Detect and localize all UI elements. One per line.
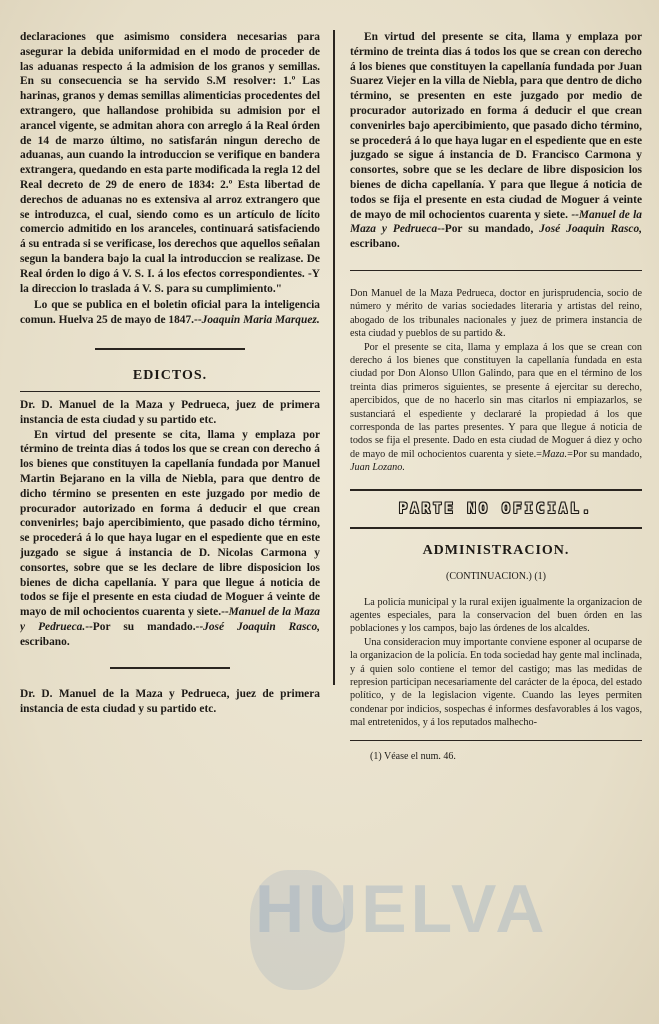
huelva-watermark: HUELVA [255,871,549,947]
edict1-text: En virtud del presente se cita, llama y emplaza por término de treinta dias á todos los que se crean con derecho á los bienes que constituyen la capellanía fundada por Manuel Martin Bejarano en la villa de Niebla, para que dentro de dicho término se presenten en este juzgado por medio de procurador autorizado en forma á deducir el que crean convenirles; bajo apercibimiento, que pasado dicho término, se procederá á lo que haya lugar en el espediente que en este juzgado se sigue á instancia de D. Nicolas Carmona y consortes, sobre que se les declare de libre disposicion los bienes de dicha capellanía. Y para que llegue á noticia de todos se fije el presente en esta ciudad de Moguer á veinte de mayo de mil ochocientos cuarenta y siete.-- [20,428,320,619]
notice-mandate: =Por su mandado, [567,448,642,460]
edict-continued-mandate: --Por su mandado, [437,223,540,236]
non-official-banner: PARTE NO OFICIAL. [398,500,594,517]
notice-heading: Don Manuel de la Maza Pedrueca, doctor en jurisprudencia, socio de número y mérito de varias sociedades literaria y artistas del reino, abogado de los tribunales nacionales y juez de primera instancia de esta ciudad y pueblos de su partido &. [350,287,642,340]
notice-signature: Maza. [541,448,568,460]
edict1-scribe-title: escribano. [20,635,70,648]
section-rule [95,348,245,350]
edict1-signature: Manuel de la Maza y Pedrueca. [20,606,320,633]
banner-rule-bottom [350,527,642,529]
banner-rule-top [350,489,642,491]
footnote: (1) Véase el num. 46. [370,750,456,762]
edicts-section-title: EDICTOS. [132,367,208,383]
notice-body [350,341,642,475]
edict1-body [20,428,320,650]
edict-separator [110,667,230,669]
notice-text: Por el presente se cita, llama y emplaza á los que se crean con derecho á los bienes que constituyen la capellanía fundada en esta ciudad por Don Alonso Ullon Galindo, para que en el término de los treinta dias primeros siguientes, se presente á ejercitar su derecho, apercibidos, que de no hacerlo sin mas citarlos ni empiazarlos, se sustanciará el espediente y declararé la propiedad á los que corresponda de las partes presentes. Y para que llegue á noticia de todos se fija el presente. Dado en esta ciudad de Moguer á diez y ocho de mayo de mil ochocientos cuarenta y siete.= [350,341,642,460]
footnote-rule [350,740,642,741]
edict-continued-scribe-title: escribano. [350,238,400,251]
right-column [350,30,642,762]
edict1-mandate: --Por su mandado.-- [85,620,204,633]
notice-separator [350,270,642,271]
edict-continued [350,30,642,252]
publication-signature: Joaquin Maria Marquez. [201,314,320,327]
decree-paragraph: declaraciones que asimismo considera necesarias para asegurar la debida uniformidad en el modo de proceder de las aduanas respecto á la admision de los granos y semillas. En su consecuencia se ha servido S.M resolver: 1.º Las harinas, granos y demas semillas alimenticias procedentes del extrangero, que hallandose prohibida su admision por el arancel vigente, se admitan ahora con arreglo á la Real órden de 14 de marzo último, no satisfarán ningun derecho de aduanas, aun cuando la introduccion se verifique en bandera extrangera, quedando en esta parte modificada la regla 12 del Real decreto de 29 de enero de 1834: 2.º Esta libertad de derechos de aduanas no es extensiva al arroz extrangero que se introduzca, el cual, siendo como es un artículo de lícito comercio admitido en los aranceles, continuará satisfaciendo á su entrada si se verificase, los derechos que aquellos señalan segun la bandera bajo la cual la introduccion se realizase. De Real órden lo digo á V. S. I. á los efectos correspondientes. -Y la direccion lo traslada á V. S. para su cumplimiento." [20,31,320,295]
administration-title: ADMINISTRACION. [422,542,570,558]
left-column [20,30,320,717]
administration-paragraph-1: La policía municipal y la rural exijen igualmente la organizacion de agentes especiales, para la conservacion del buen órden en las poblaciones y los campos, bajo las órdenes de los alcaldes. [350,596,642,635]
publication-paragraph [20,298,320,328]
continuation-label: (CONTINUACION.) (1) [446,570,546,582]
notice-scribe: Juan Lozano. [350,462,405,474]
edict2-heading: Dr. D. Manuel de la Maza y Pedrueca, juez de primera instancia de esta ciudad y su partido etc. [20,688,320,716]
archive-seal-watermark [250,870,345,990]
edict-continued-scribe: José Joaquin Rasco, [539,223,642,236]
edict1-scribe: José Joaquin Rasco, [203,620,320,633]
edict-continued-signature: --Manuel de la Maza y Pedrueca [350,208,642,236]
administration-paragraph-2: Una consideracion muy importante conviene esponer al ocuparse de la organizacion de la policía. En toda sociedad hay gente mal inclinada, y á quien solo contiene el temor del castigo; mas las medidas de represion participan necesariamente del carácter de la época, del estado político, y de la legislacion vigente. Cuando las leyes permiten condenar por indicios, sospechas é informes desfavorables á los vagos, mal entretenidos, y á los reputados malhecho- [350,636,642,729]
publication-text: Lo que se publica en el boletin oficial para la inteligencia comun. Huelva 25 de mayo de 1847.-- [20,299,320,327]
title-underline [20,391,320,392]
column-divider [333,30,335,685]
edict-continued-text: En virtud del presente se cita, llama y emplaza por término de treinta dias á todos los que se crean con derecho á los bienes que constituyen la capellanía fundada por Juan Suarez Viejer en la villa de Niebla, para que dentro de dicho término, se presenten en este juzgado por medio de procurador autorizado en forma á deducir el que crean convenirles bajo apercibimiento, que pasado dicho término, se procederá á lo que haya lugar en el espediente que en este juzgado se sigue á instancia de D. Francisco Carmona y consortes, sobre que se les declare de libre disposicion los bienes de dicha capellanía. Y para que llegue á noticia de todos se fija el presente en esta ciudad de Moguer á veinte de mayo de mil ochocientos cuarenta y siete. [350,31,642,221]
edict1-heading: Dr. D. Manuel de la Maza y Pedrueca, juez de primera instancia de esta ciudad y su partido etc. [20,398,320,426]
